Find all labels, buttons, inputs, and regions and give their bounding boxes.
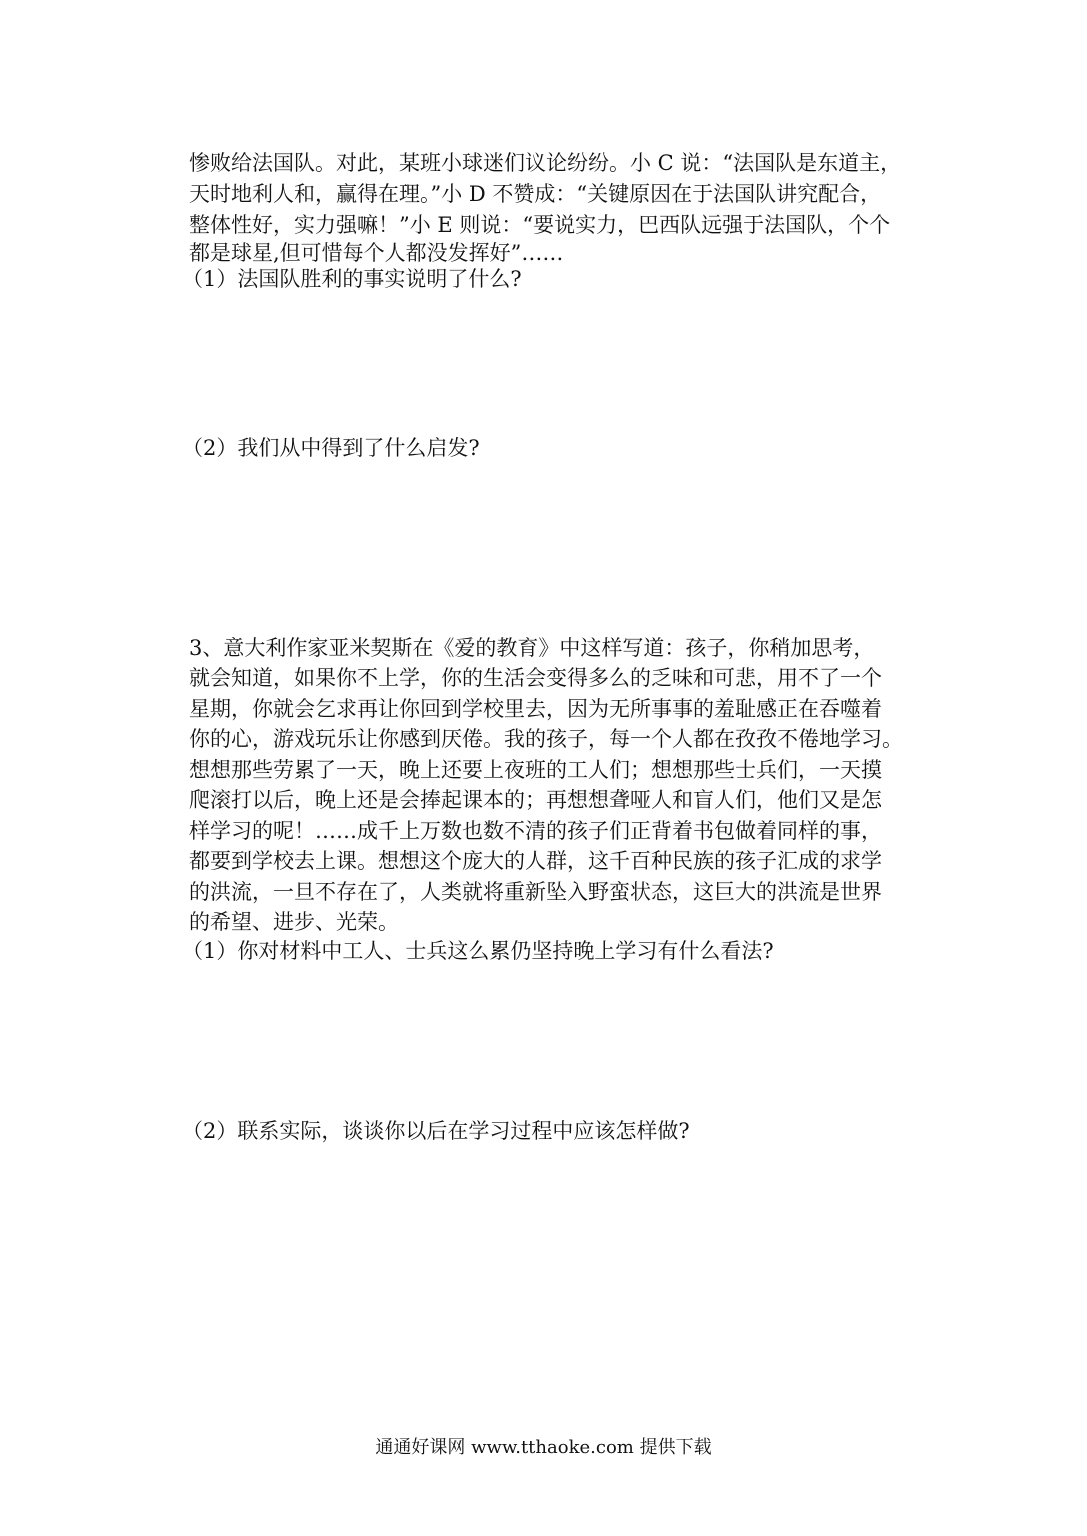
passage3-line-10: 的希望、进步、光荣。 xyxy=(189,910,399,934)
passage3-line-5: 想想那些劳累了一天，晚上还要上夜班的工人们；想想那些士兵们，一天摸 xyxy=(189,758,882,782)
passage3-line-3: 星期，你就会乞求再让你回到学校里去，因为无所事事的羞耻感正在吞噬着 xyxy=(189,697,882,721)
passage3-line-2: 就会知道，如果你不上学，你的生活会变得多么的乏味和可悲，用不了一个 xyxy=(189,666,882,690)
page-footer: 通通好课网 www.tthaoke.com 提供下载 xyxy=(375,1437,712,1458)
passage2-question-2: （2）我们从中得到了什么启发? xyxy=(182,436,480,460)
passage3-line-7: 样学习的呢！……成千上万数也数不清的孩子们正背着书包做着同样的事， xyxy=(189,819,882,843)
passage2-question-1: （1）法国队胜利的事实说明了什么? xyxy=(182,267,522,291)
passage3-line-6: 爬滚打以后，晚上还是会捧起课本的；再想想聋哑人和盲人们，他们又是怎 xyxy=(189,788,882,812)
passage3-question-1: （1）你对材料中工人、士兵这么累仍坚持晚上学习有什么看法? xyxy=(182,939,774,963)
passage3-line-8: 都要到学校去上课。想想这个庞大的人群，这千百种民族的孩子汇成的求学 xyxy=(189,849,882,873)
passage2-line-3: 整体性好，实力强嘛！”小 E 则说：“要说实力，巴西队远强于法国队，个个 xyxy=(189,213,891,237)
passage2-line-1: 惨败给法国队。对此，某班小球迷们议论纷纷。小 C 说：“法国队是东道主， xyxy=(189,151,902,175)
passage3-question-2: （2）联系实际，谈谈你以后在学习过程中应该怎样做? xyxy=(182,1119,690,1143)
passage3-line-9: 的洪流，一旦不存在了，人类就将重新坠入野蛮状态，这巨大的洪流是世界 xyxy=(189,880,882,904)
passage3-line-1: 3、意大利作家亚米契斯在《爱的教育》中这样写道：孩子，你稍加思考， xyxy=(189,636,875,660)
passage2-line-2: 天时地利人和，赢得在理。”小 D 不赞成：“关键原因在于法国队讲究配合， xyxy=(189,182,882,206)
passage3-line-4: 你的心，游戏玩乐让你感到厌倦。我的孩子，每一个人都在孜孜不倦地学习。 xyxy=(189,727,903,751)
passage2-line-4: 都是球星,但可惜每个人都没发挥好”…… xyxy=(189,241,564,265)
